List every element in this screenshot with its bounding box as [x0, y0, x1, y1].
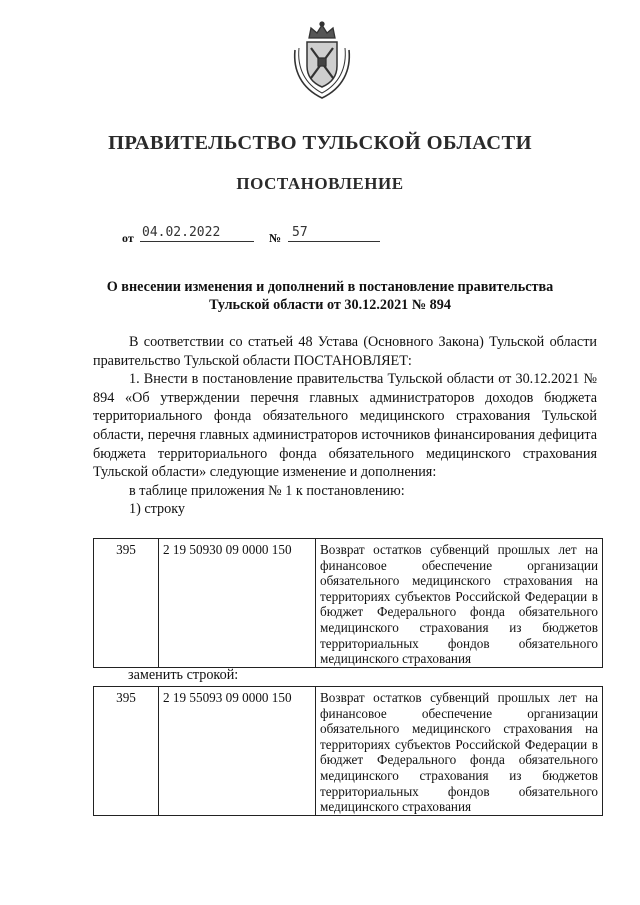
date-from-label: от	[122, 231, 134, 245]
table-cell-description: Возврат остатков субвенций прошлых лет на финансовое обеспечение организации обязательного медицинского страхования на территориях субъектов Российской Федерации в бюджет Федерального фонда обязательного медицинского страхования из бюджетов территориальных фондов обязательного медицинского страхования	[316, 539, 603, 668]
replace-label: заменить строкой:	[128, 667, 239, 683]
subject-line-1: О внесении изменения и дополнений в постановление правительства	[106, 279, 554, 295]
table-cell-code: 395	[94, 539, 159, 668]
paragraph-row-label: 1) строку	[129, 501, 186, 518]
coat-of-arms-icon	[287, 20, 357, 102]
table-cell-kbk: 2 19 55093 09 0000 150	[159, 687, 316, 816]
table-row	[94, 539, 603, 668]
document-number: 57	[292, 225, 308, 240]
subject-line-2: Тульской области от 30.12.2021 № 894	[209, 297, 451, 313]
table-cell-description: Возврат остатков субвенций прошлых лет на финансовое обеспечение организации обязательного медицинского страхования на территориях субъектов Российской Федерации в бюджет Федерального фонда обязательного медицинского страхования из бюджетов территориальных фондов обязательного медицинского страхования	[316, 687, 603, 816]
table-old-row	[93, 538, 603, 668]
government-title: ПРАВИТЕЛЬСТВО ТУЛЬСКОЙ ОБЛАСТИ	[108, 132, 532, 154]
table-new-row	[93, 686, 603, 816]
document-subject	[80, 278, 580, 314]
table-row	[94, 687, 603, 816]
date-underline	[140, 241, 254, 242]
number-underline	[288, 241, 380, 242]
document-type: ПОСТАНОВЛЕНИЕ	[236, 174, 404, 193]
dateline	[122, 225, 392, 247]
table-cell-kbk: 2 19 50930 09 0000 150	[159, 539, 316, 668]
number-label: №	[269, 231, 282, 245]
table-cell-code: 395	[94, 687, 159, 816]
paragraph-item-1: 1. Внести в постановление правительства Тульской области от 30.12.2021 № 894 «Об утверждении перечня главных администраторов доходов бюджета территориального фонда обязательного медицинского страхования Тульской области, перечня главных администраторов источников финансирования дефицита бюджета территориального фонда обязательного медицинского страхования Тульской области» следующие изменение и дополнения:	[93, 371, 597, 481]
document-date: 04.02.2022	[142, 225, 221, 240]
paragraph-basis: В соответствии со статьей 48 Устава (Основного Закона) Тульской области правительство Тульской области ПОСТАНОВЛЯЕТ:	[93, 334, 597, 369]
document-body	[93, 333, 597, 519]
paragraph-table-ref: в таблице приложения № 1 к постановлению:	[129, 482, 405, 499]
